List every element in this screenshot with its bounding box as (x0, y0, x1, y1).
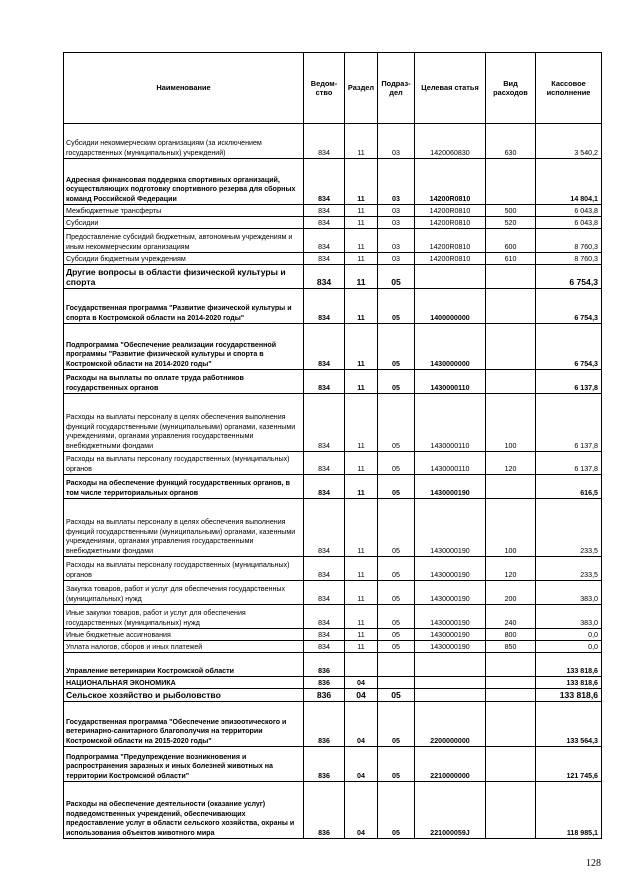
cell-tsel: 221000059J (415, 782, 486, 839)
cell-kass: 233,5 (536, 499, 602, 557)
table-row (64, 324, 602, 370)
cell-name: Иные бюджетные ассигнования (64, 629, 304, 641)
cell-razdel: 04 (345, 677, 378, 689)
cell-ved: 834 (304, 499, 345, 557)
cell-razdel: 11 (345, 253, 378, 265)
cell-kass: 6 754,3 (536, 324, 602, 370)
cell-tsel (415, 265, 486, 289)
cell-podrazdel: 05 (378, 324, 415, 370)
header-tsel: Целевая статья (415, 53, 486, 124)
cell-podrazdel: 03 (378, 159, 415, 205)
table-row (64, 265, 602, 289)
cell-name: НАЦИОНАЛЬНАЯ ЭКОНОМИКА (64, 677, 304, 689)
cell-name: Расходы на обеспечение функций государственных органов, в том числе территориальных органов (64, 475, 304, 499)
cell-vid (486, 265, 536, 289)
table-row (64, 370, 602, 394)
cell-vid (486, 702, 536, 747)
cell-vid (486, 747, 536, 782)
cell-podrazdel: 05 (378, 475, 415, 499)
cell-vid (486, 289, 536, 324)
cell-kass: 14 804,1 (536, 159, 602, 205)
cell-podrazdel: 03 (378, 253, 415, 265)
cell-podrazdel: 05 (378, 641, 415, 653)
cell-razdel (345, 653, 378, 677)
table-row (64, 747, 602, 782)
cell-tsel (415, 653, 486, 677)
cell-kass: 3 540,2 (536, 124, 602, 159)
cell-ved: 834 (304, 370, 345, 394)
cell-podrazdel: 05 (378, 265, 415, 289)
cell-vid: 120 (486, 452, 536, 475)
table-row (64, 253, 602, 265)
cell-kass: 6 137,8 (536, 370, 602, 394)
cell-tsel: 14200R0810 (415, 217, 486, 229)
cell-ved: 834 (304, 324, 345, 370)
cell-ved: 834 (304, 452, 345, 475)
cell-podrazdel: 05 (378, 702, 415, 747)
cell-podrazdel: 05 (378, 581, 415, 605)
cell-ved: 834 (304, 641, 345, 653)
cell-name: Расходы на выплаты персоналу государственных (муниципальных) органов (64, 557, 304, 581)
header-name: Наименование (64, 53, 304, 124)
cell-vid: 500 (486, 205, 536, 217)
cell-vid (486, 475, 536, 499)
cell-vid (486, 324, 536, 370)
cell-razdel: 11 (345, 370, 378, 394)
cell-ved: 834 (304, 394, 345, 452)
cell-podrazdel: 05 (378, 747, 415, 782)
cell-razdel: 04 (345, 689, 378, 702)
cell-razdel: 11 (345, 124, 378, 159)
cell-name: Субсидии (64, 217, 304, 229)
table-row (64, 581, 602, 605)
cell-ved: 834 (304, 475, 345, 499)
cell-ved: 836 (304, 702, 345, 747)
cell-vid: 800 (486, 629, 536, 641)
cell-kass: 616,5 (536, 475, 602, 499)
cell-kass: 8 760,3 (536, 229, 602, 253)
cell-kass: 0,0 (536, 629, 602, 641)
cell-razdel: 11 (345, 394, 378, 452)
cell-razdel: 04 (345, 782, 378, 839)
cell-name: Уплата налогов, сборов и иных платежей (64, 641, 304, 653)
cell-ved: 834 (304, 124, 345, 159)
cell-ved: 836 (304, 689, 345, 702)
cell-razdel: 11 (345, 289, 378, 324)
cell-kass: 8 760,3 (536, 253, 602, 265)
cell-podrazdel: 05 (378, 289, 415, 324)
cell-tsel (415, 677, 486, 689)
cell-vid (486, 159, 536, 205)
cell-name: Субсидии некоммерческим организациям (за исключением государственных (муниципальных) учреждений) (64, 124, 304, 159)
cell-tsel: 14200R0810 (415, 159, 486, 205)
table-row (64, 653, 602, 677)
cell-razdel: 11 (345, 324, 378, 370)
cell-vid: 120 (486, 557, 536, 581)
cell-podrazdel: 03 (378, 229, 415, 253)
cell-razdel: 11 (345, 217, 378, 229)
cell-podrazdel: 05 (378, 689, 415, 702)
cell-podrazdel: 05 (378, 605, 415, 629)
cell-vid (486, 370, 536, 394)
cell-vid: 600 (486, 229, 536, 253)
cell-razdel: 04 (345, 702, 378, 747)
cell-vid: 200 (486, 581, 536, 605)
cell-name: Расходы на выплаты персоналу в целях обеспечения выполнения функций государственными (муниципальными) органами, казенными учреждениями, органами управления государственными внебюджетными фондами (64, 394, 304, 452)
cell-ved: 834 (304, 159, 345, 205)
cell-tsel: 1430000190 (415, 499, 486, 557)
cell-name: Подпрограмма "Обеспечение реализации государственной программы "Развитие физической культуры и спорта в Костромской области на 2014-2020 годы" (64, 324, 304, 370)
cell-tsel: 2210000000 (415, 747, 486, 782)
table-row (64, 677, 602, 689)
cell-kass: 133 564,3 (536, 702, 602, 747)
cell-name: Государственная программа "Развитие физической культуры и спорта в Костромской области на 2014-2020 годы" (64, 289, 304, 324)
table-row (64, 124, 602, 159)
header-podrazdel: Подраз-дел (378, 53, 415, 124)
cell-kass: 133 818,6 (536, 677, 602, 689)
cell-kass: 6 754,3 (536, 265, 602, 289)
header-razdel: Раздел (345, 53, 378, 124)
cell-ved: 834 (304, 217, 345, 229)
table-row (64, 159, 602, 205)
cell-ved: 834 (304, 253, 345, 265)
cell-kass: 233,5 (536, 557, 602, 581)
cell-kass: 6 043,8 (536, 217, 602, 229)
table-row (64, 557, 602, 581)
cell-tsel: 14200R0810 (415, 229, 486, 253)
cell-name: Расходы на обеспечение деятельности (оказание услуг) подведомственных учреждений, обеспечивающих предоставление услуг в области сельского хозяйства, охраны и использования объектов животного мира (64, 782, 304, 839)
table-row (64, 217, 602, 229)
cell-tsel: 1430000110 (415, 452, 486, 475)
cell-podrazdel (378, 677, 415, 689)
cell-ved: 836 (304, 677, 345, 689)
table-row (64, 499, 602, 557)
cell-kass: 133 818,6 (536, 653, 602, 677)
cell-kass: 118 985,1 (536, 782, 602, 839)
cell-podrazdel: 03 (378, 217, 415, 229)
cell-podrazdel: 03 (378, 124, 415, 159)
cell-razdel: 11 (345, 629, 378, 641)
table-row (64, 452, 602, 475)
cell-name: Предоставление субсидий бюджетным, автономным учреждениям и иным некоммерческим организациям (64, 229, 304, 253)
cell-tsel: 1430000190 (415, 557, 486, 581)
cell-podrazdel: 05 (378, 370, 415, 394)
cell-tsel: 1430000190 (415, 641, 486, 653)
cell-ved: 834 (304, 605, 345, 629)
cell-name: Иные закупки товаров, работ и услуг для обеспечения государственных (муниципальных) нужд (64, 605, 304, 629)
cell-name: Государственная программа "Обеспечение эпизоотического и ветеринарно-санитарного благополучия на территории Костромской области на 2015-2020 годы" (64, 702, 304, 747)
table-row (64, 641, 602, 653)
cell-kass: 6 754,3 (536, 289, 602, 324)
cell-tsel: 14200R0810 (415, 253, 486, 265)
cell-kass: 6 137,8 (536, 394, 602, 452)
cell-tsel: 1430000110 (415, 370, 486, 394)
cell-vid: 100 (486, 394, 536, 452)
cell-razdel: 11 (345, 581, 378, 605)
table-row (64, 605, 602, 629)
cell-tsel: 1400000000 (415, 289, 486, 324)
cell-kass: 6 137,8 (536, 452, 602, 475)
table-row (64, 205, 602, 217)
cell-razdel: 11 (345, 499, 378, 557)
cell-vid (486, 689, 536, 702)
cell-podrazdel: 05 (378, 557, 415, 581)
cell-kass: 133 818,6 (536, 689, 602, 702)
cell-vid (486, 677, 536, 689)
cell-razdel: 11 (345, 265, 378, 289)
cell-name: Расходы на выплаты по оплате труда работников государственных органов (64, 370, 304, 394)
table-row (64, 229, 602, 253)
cell-tsel: 14200R0810 (415, 205, 486, 217)
cell-razdel: 11 (345, 475, 378, 499)
cell-vid: 850 (486, 641, 536, 653)
cell-kass: 383,0 (536, 605, 602, 629)
cell-tsel: 1430000190 (415, 581, 486, 605)
cell-razdel: 11 (345, 159, 378, 205)
cell-podrazdel: 05 (378, 452, 415, 475)
cell-tsel (415, 689, 486, 702)
header-kass: Кассовое исполнение (536, 53, 602, 124)
cell-ved: 834 (304, 265, 345, 289)
cell-razdel: 11 (345, 452, 378, 475)
cell-ved: 834 (304, 629, 345, 641)
cell-name: Подпрограмма "Предупреждение возникновения и распространения заразных и иных болезней животных на территории Костромской области" (64, 747, 304, 782)
cell-razdel: 11 (345, 641, 378, 653)
cell-ved: 834 (304, 289, 345, 324)
cell-name: Межбюджетные трансферты (64, 205, 304, 217)
cell-kass: 6 043,8 (536, 205, 602, 217)
cell-name: Управление ветеринарии Костромской области (64, 653, 304, 677)
table-row (64, 629, 602, 641)
cell-razdel: 11 (345, 557, 378, 581)
table-header-row (64, 53, 602, 124)
cell-vid: 240 (486, 605, 536, 629)
cell-kass: 0,0 (536, 641, 602, 653)
cell-tsel: 1430000000 (415, 324, 486, 370)
cell-vid (486, 653, 536, 677)
page-number: 128 (586, 858, 601, 869)
table-row (64, 782, 602, 839)
cell-tsel: 1430000110 (415, 394, 486, 452)
cell-tsel: 2200000000 (415, 702, 486, 747)
cell-ved: 834 (304, 229, 345, 253)
cell-name: Субсидии бюджетным учреждениям (64, 253, 304, 265)
cell-name: Другие вопросы в области физической культуры и спорта (64, 265, 304, 289)
header-ved: Ведом-ство (304, 53, 345, 124)
cell-kass: 383,0 (536, 581, 602, 605)
cell-razdel: 04 (345, 747, 378, 782)
cell-tsel: 1430000190 (415, 475, 486, 499)
cell-tsel: 1420060830 (415, 124, 486, 159)
table-row (64, 289, 602, 324)
cell-vid: 610 (486, 253, 536, 265)
cell-name: Сельское хозяйство и рыболовство (64, 689, 304, 702)
cell-ved: 836 (304, 653, 345, 677)
cell-tsel: 1430000190 (415, 629, 486, 641)
table-row (64, 394, 602, 452)
header-vid: Вид расходов (486, 53, 536, 124)
cell-name: Закупка товаров, работ и услуг для обеспечения государственных (муниципальных) нужд (64, 581, 304, 605)
budget-table (63, 52, 602, 839)
cell-razdel: 11 (345, 229, 378, 253)
cell-podrazdel: 03 (378, 205, 415, 217)
cell-kass: 121 745,6 (536, 747, 602, 782)
table-row (64, 475, 602, 499)
cell-razdel: 11 (345, 605, 378, 629)
cell-vid (486, 782, 536, 839)
cell-ved: 834 (304, 557, 345, 581)
cell-razdel: 11 (345, 205, 378, 217)
table-row (64, 689, 602, 702)
cell-vid: 100 (486, 499, 536, 557)
table-row (64, 702, 602, 747)
cell-vid: 630 (486, 124, 536, 159)
cell-podrazdel: 05 (378, 499, 415, 557)
cell-podrazdel (378, 653, 415, 677)
cell-tsel: 1430000190 (415, 605, 486, 629)
cell-ved: 836 (304, 782, 345, 839)
cell-podrazdel: 05 (378, 782, 415, 839)
cell-ved: 834 (304, 205, 345, 217)
cell-ved: 834 (304, 581, 345, 605)
cell-name: Адресная финансовая поддержка спортивных организаций, осуществляющих подготовку спортивного резерва для сборных команд Российской Федерации (64, 159, 304, 205)
cell-podrazdel: 05 (378, 629, 415, 641)
cell-podrazdel: 05 (378, 394, 415, 452)
cell-ved: 836 (304, 747, 345, 782)
cell-vid: 520 (486, 217, 536, 229)
cell-name: Расходы на выплаты персоналу в целях обеспечения выполнения функций государственными (муниципальными) органами, казенными учреждениями, органами управления государственными внебюджетными фондами (64, 499, 304, 557)
cell-name: Расходы на выплаты персоналу государственных (муниципальных) органов (64, 452, 304, 475)
